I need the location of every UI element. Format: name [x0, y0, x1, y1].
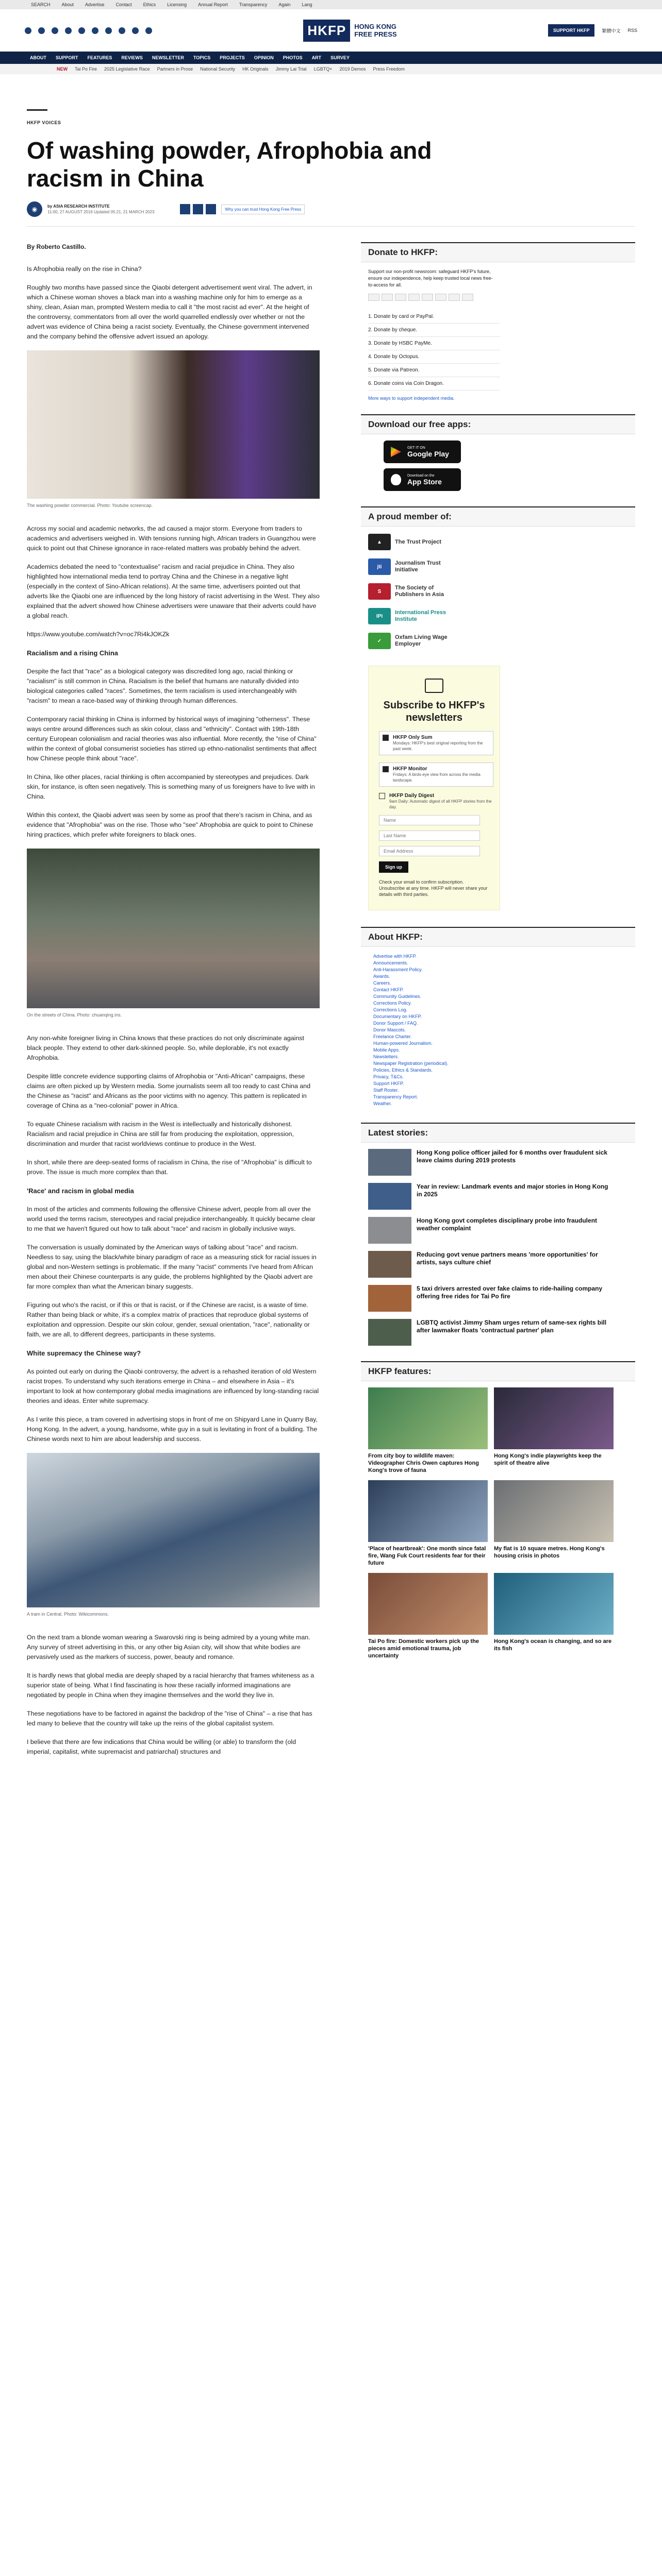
- donate-option[interactable]: 3. Donate by HSBC PayMe.: [368, 337, 500, 350]
- option-text: [393, 766, 490, 783]
- content-columns: [27, 242, 635, 1766]
- feature-title[interactable]: Hong Kong's ocean is changing, and so are its fish: [494, 1638, 612, 1652]
- image-caption: On the streets of China. Photo: chuanqing.ins.: [27, 1012, 122, 1018]
- option-title: HKFP Daily Digest: [389, 793, 435, 799]
- trending-link[interactable]: LGBTQ+: [313, 66, 333, 72]
- about-link[interactable]: Weather.: [373, 1101, 392, 1106]
- trending-link[interactable]: 2025 Legislative Race: [104, 66, 150, 72]
- member-logos: [361, 533, 635, 650]
- subheading: White supremacy the Chinese way?: [27, 1349, 141, 1357]
- google-play-button[interactable]: [384, 440, 461, 463]
- trending-bar: [0, 64, 662, 74]
- nav-projects[interactable]: PROJECTS: [220, 55, 245, 60]
- story-title[interactable]: Reducing govt venue partners means 'more opportunities' for artists, says culture chief: [417, 1251, 598, 1266]
- checkbox[interactable]: [383, 735, 389, 741]
- feature-image: [368, 1573, 488, 1635]
- newsletter-option[interactable]: [379, 793, 493, 810]
- option-desc: Mondays: HKFP's best original reporting from the past week.: [393, 741, 483, 751]
- top-again-link[interactable]: Again: [278, 2, 291, 7]
- jcb-icon: [462, 294, 473, 301]
- option-title: HKFP Only Sum: [393, 735, 433, 740]
- about-link[interactable]: Donor Mascots.: [373, 1027, 406, 1032]
- feature-image: [494, 1480, 614, 1542]
- about-link[interactable]: Policies, Ethics & Standards.: [373, 1067, 433, 1073]
- story-title[interactable]: Hong Kong govt completes disciplinary probe into fraudulent weather complaint: [417, 1217, 598, 1232]
- share-x-icon[interactable]: [193, 204, 203, 214]
- trust-link[interactable]: Why you can trust Hong Kong Free Press: [221, 205, 305, 214]
- feature-title[interactable]: Hong Kong's indie playwrights keep the spirit of theatre alive: [494, 1453, 602, 1466]
- top-licensing-link[interactable]: Licensing: [167, 2, 187, 7]
- feature-title[interactable]: My flat is 10 square metres. Hong Kong's housing crisis in photos: [494, 1546, 605, 1559]
- paragraph: On the next tram a blonde woman wearing a Swarovski ring is being admired by a young white man. Any survey of street advertising in this, or any other big Asian city, will show that white bodies are pervasively used as the markers of success, power, beauty and romance.: [27, 1634, 310, 1660]
- about-link[interactable]: Community Guidelines.: [373, 994, 422, 999]
- support-hkfp-button[interactable]: SUPPORT HKFP: [548, 24, 595, 37]
- member-name: International Press Institute: [395, 609, 446, 622]
- top-utility-bar: [0, 0, 662, 9]
- facebook-icon[interactable]: [25, 27, 31, 34]
- member-heading: A proud member of:: [361, 506, 635, 527]
- trending-link[interactable]: Press Freedom: [373, 66, 405, 72]
- about-link[interactable]: Careers.: [373, 980, 391, 986]
- image-caption: A tram in Central. Photo: Wikicommons.: [27, 1612, 109, 1617]
- feature-title[interactable]: 'Place of heartbreak': One month since fatal fire, Wang Fuk Court residents fear for their future: [368, 1546, 486, 1566]
- story-title[interactable]: LGBTQ activist Jimmy Sham urges return of same-sex rights bill after lawmaker floats 'contractual partner' plan: [417, 1319, 607, 1334]
- paragraph: Despite the fact that "race" as a biological category was discredited long ago, racial thinking or "racialism" is still common in China. Racialism is the belief that humans are naturally divided into biological categories called "races". Sometimes, the term racialism is used interchangeably with "racism" to mean a race-based way of thinking through human differences.: [27, 668, 299, 704]
- donate-option[interactable]: 2. Donate by cheque.: [368, 324, 500, 337]
- option-title: HKFP Monitor: [393, 766, 427, 772]
- top-annual-report-link[interactable]: Annual Report: [198, 2, 228, 7]
- feature-image: [494, 1573, 614, 1635]
- envelope-icon: [425, 679, 443, 693]
- about-link[interactable]: Mobile Apps.: [373, 1047, 400, 1053]
- story-title[interactable]: Hong Kong police officer jailed for 6 months over fraudulent sick leave claims during 2019 protests: [417, 1149, 608, 1164]
- about-link[interactable]: Documentary on HKFP.: [373, 1014, 422, 1019]
- about-link[interactable]: Newspaper Registration (periodical).: [373, 1061, 449, 1066]
- paragraph: Despite little concrete evidence supporting claims of Afrophobia or "Anti-African" campaigns, these claims are often picked up by Western media. Some journalists seem all too ready to cast China and the Chinese as "racist" and Africans as the poor victims with no agency. This pattern is replicated in coverage of China as a "neo-colonial" power in Africa.: [27, 1073, 311, 1109]
- mastercard-icon: [382, 294, 393, 301]
- about-link[interactable]: Advertise with HKFP.: [373, 954, 417, 959]
- social-links: [25, 27, 152, 34]
- feature-title[interactable]: From city boy to wildlife maven: Videographer Chris Owen captures Hong Kong's trove of fauna: [368, 1453, 479, 1473]
- app-store-button[interactable]: [384, 468, 461, 491]
- applepay-icon: [422, 294, 433, 301]
- email-field[interactable]: [379, 846, 480, 856]
- jti-logo: jti: [368, 558, 391, 575]
- share-email-icon[interactable]: [206, 204, 216, 214]
- top-advertise-link[interactable]: Advertise: [85, 2, 105, 7]
- member-ipi[interactable]: [368, 607, 635, 625]
- feature-item[interactable]: [368, 1387, 488, 1474]
- option-desc: 9am Daily: Automatic digest of all HKFP stories from the day.: [389, 799, 492, 809]
- byline-dates: 11:00, 27 AUGUST 2016 Updated 05:21, 21 MARCH 2023: [47, 210, 155, 214]
- last-name-field[interactable]: [379, 831, 480, 841]
- donate-text[interactable]: Support our non-profit newsroom: safeguard HKFP's future, ensure our independence, help keep trusted local news free-to-access for all.: [368, 269, 493, 287]
- paragraph: It is hardly news that global media are deeply shaped by a racial hierarchy that frames whiteness as a superior state of being. What I find fascinating is how these racially informed imaginations are negotiated by people in China when they imagine themselves and the world they live in.: [27, 1672, 315, 1699]
- feature-image: [368, 1480, 488, 1542]
- option-desc: Fridays: A birds-eye view from across the media landscape.: [393, 772, 481, 783]
- subheading: 'Race' and racism in global media: [27, 1187, 134, 1195]
- paragraph: To equate Chinese racialism with racism in the West is intellectually and historically dishonest. Racialism and racial prejudice in China are still far from producing the exploitation, oppression, discrimination and murder that racist worldviews continue to produce in the West.: [27, 1121, 294, 1147]
- site-logo[interactable]: [303, 20, 396, 42]
- instagram-icon[interactable]: [52, 27, 58, 34]
- sidebar: [361, 242, 635, 1766]
- apple-icon: [391, 474, 401, 485]
- street-photo: [27, 849, 320, 1008]
- bluesky-icon[interactable]: [145, 27, 152, 34]
- paragraph: In China, like other places, racial thinking is often accompanied by stereotypes and prejudices. Dark skin, for instance, is often seen negatively. This is something many of us foreigners have to live with in China.: [27, 773, 315, 800]
- donate-heading: Donate to HKFP:: [361, 242, 635, 262]
- share-buttons: [180, 204, 216, 214]
- about-link[interactable]: Privacy, T&Cs.: [373, 1074, 404, 1079]
- story-thumb: [368, 1183, 411, 1210]
- feature-item[interactable]: [368, 1573, 488, 1659]
- header-actions: [548, 24, 637, 37]
- feature-title[interactable]: Tai Po fire: Domestic workers pick up the pieces amid emotional trauma, job uncertainty: [368, 1638, 479, 1659]
- logo-wordmark: [354, 23, 396, 38]
- trust-project-logo: ▲: [368, 534, 391, 550]
- article-body: [27, 242, 320, 1766]
- paragraph: As I write this piece, a tram covered in advertising stops in front of me on Shipyard Lane in Quarry Bay, Hong Kong. In the advert, a young, handsome, white guy in a suit is levitating in front of a building. The Chinese words next to him are about leadership and success.: [27, 1416, 318, 1443]
- new-badge: NEW: [57, 66, 68, 72]
- story-item[interactable]: [368, 1285, 610, 1312]
- more-ways-link[interactable]: More ways to support independent media.: [368, 396, 455, 401]
- rss-link[interactable]: RSS: [627, 28, 637, 33]
- story-thumb: [368, 1251, 411, 1278]
- trending-link[interactable]: Jimmy Lai Trial: [275, 66, 307, 72]
- option-text: [389, 793, 493, 810]
- name-field[interactable]: [379, 815, 480, 825]
- story-thumb: [368, 1285, 411, 1312]
- paragraph: As pointed out early on during the Qiaobi controversy, the advert is a rehashed iteration of old Western racist tropes. To understand why such iterations emerge in China – and elsewhere in Asia – it's important to look at how contemporary global media imaginations are influenced by long-standing racial theories and ideas. Enter white supremacy.: [27, 1368, 319, 1404]
- feature-image: [494, 1387, 614, 1449]
- story-item[interactable]: [368, 1217, 610, 1244]
- about-list: [361, 953, 635, 1107]
- top-search-link[interactable]: SEARCH: [31, 2, 51, 7]
- unionpay-icon: [449, 294, 460, 301]
- linkedin-icon[interactable]: [119, 27, 125, 34]
- newsletter-note: Check your email to confirm subscription. Unsubscribe at any time. HKFP will never share your details with third parties.: [379, 879, 488, 897]
- share-facebook-icon[interactable]: [180, 204, 190, 214]
- whatsapp-icon[interactable]: [105, 27, 112, 34]
- story-thumb: [368, 1319, 411, 1346]
- paragraph: Is Afrophobia really on the rise in China?: [27, 265, 142, 273]
- site-header: [0, 9, 662, 52]
- checkbox[interactable]: [379, 793, 385, 799]
- paragraph: Roughly two months have passed since the Qiaobi detergent advertisement went viral. The advert, in which a Chinese woman shoves a black man into a washing machine only for him to emerge as a shiny, clean, Asian man, prompted Western media to call it "the most racist ad ever". At the height of the controversy, commentators from all over the world quarrelled endlessly over whether or not the advert was evidence of China being a racist society. Eventually, the Chinese government intervened and the company behind the offensive advert issued an apology.: [27, 284, 312, 340]
- google-play-icon: [391, 447, 401, 457]
- newsletter-option[interactable]: [379, 731, 493, 755]
- story-thumb: [368, 1149, 411, 1176]
- member-name: Oxfam Living Wage Employer: [395, 634, 448, 647]
- story-item[interactable]: [368, 1251, 610, 1278]
- top-about-link[interactable]: About: [61, 2, 74, 7]
- member-trust-project[interactable]: [368, 533, 635, 551]
- features-heading: HKFP features:: [361, 1361, 635, 1381]
- nav-topics[interactable]: TOPICS: [193, 55, 211, 60]
- story-item[interactable]: [368, 1183, 610, 1210]
- paragraph: The conversation is usually dominated by the American ways of talking about "race" and racism. Needless to say, using the black/white binary paradigm of race as a measuring stick for racial issues in global and non-Western settings is problematic. If the many "racist" comments I've heard from African men about their Chinese counterparts is any guide, the problems highlighted by the Qiaobi advert are far more complex than what the American binary suggests.: [27, 1244, 317, 1290]
- amex-icon: [395, 294, 406, 301]
- store-name: App Store: [407, 477, 442, 486]
- googlepay-icon: [435, 294, 446, 301]
- latest-heading: Latest stories:: [361, 1123, 635, 1143]
- logo-line-1: HONG KONG: [354, 23, 396, 30]
- nav-features[interactable]: FEATURES: [87, 55, 112, 60]
- tram-photo: [27, 1453, 320, 1607]
- paypal-icon: [408, 294, 420, 301]
- latest-stories: [361, 1149, 635, 1346]
- paragraph: Figuring out who's the racist, or if this or that is racist, or if the Chinese are racist, is a waste of time. Rather than being black or white, it's a complex matrix of practices that reproduce global systems of exploitation and oppression. Despite our skin colour, gender, sexual orientation, "race", nationality or faith, we are all, to different degrees, participants in these systems.: [27, 1301, 310, 1338]
- section-label[interactable]: HKFP VOICES: [27, 120, 61, 125]
- donate-option[interactable]: 1. Donate by card or PayPal.: [368, 310, 500, 324]
- story-title[interactable]: Year in review: Landmark events and major stories in Hong Kong in 2025: [417, 1183, 608, 1198]
- about-link[interactable]: Freelance Charter.: [373, 1034, 412, 1039]
- visa-icon: [368, 294, 379, 301]
- trending-link[interactable]: Tai Po Fire: [75, 66, 97, 72]
- story-title[interactable]: 5 taxi drivers arrested over fake claims to ride-hailing company offering free rides for Tai Po fire: [417, 1285, 603, 1300]
- feature-item[interactable]: [368, 1480, 488, 1567]
- nav-art[interactable]: ART: [311, 55, 322, 60]
- telegram-icon[interactable]: [92, 27, 98, 34]
- story-thumb: [368, 1217, 411, 1244]
- ipi-logo: IPI: [368, 608, 391, 624]
- byline: [27, 201, 635, 217]
- kicker-rule: [27, 109, 47, 111]
- store-top-text: Download on the: [407, 473, 435, 478]
- nav-about[interactable]: ABOUT: [30, 55, 46, 60]
- logo-line-2: FREE PRESS: [354, 30, 397, 38]
- chinese-language-link[interactable]: 繁體中文: [602, 28, 621, 33]
- feature-image: [368, 1387, 488, 1449]
- article-title: Of washing powder, Afrophobia and racism in China: [27, 137, 432, 192]
- author-avatar: ◉: [27, 201, 42, 217]
- about-link[interactable]: Corrections Log.: [373, 1007, 408, 1012]
- youtube-icon[interactable]: [65, 27, 72, 34]
- features-grid: [361, 1387, 635, 1659]
- checkbox[interactable]: [383, 766, 389, 772]
- about-link[interactable]: Contact HKFP.: [373, 987, 404, 992]
- newsletter-title: Subscribe to HKFP's newsletters: [383, 700, 485, 723]
- trending-link[interactable]: 2019 Demos: [339, 66, 366, 72]
- donate-option[interactable]: 5. Donate via Patreon.: [368, 364, 500, 377]
- feature-item[interactable]: [494, 1573, 614, 1659]
- about-link[interactable]: Staff Roster.: [373, 1088, 399, 1093]
- nav-support[interactable]: SUPPORT: [56, 55, 78, 60]
- main-nav: [0, 52, 662, 64]
- member-sopa[interactable]: [368, 582, 635, 601]
- subheading: Racialism and a rising China: [27, 649, 118, 657]
- story-item[interactable]: [368, 1149, 610, 1176]
- page-container: [27, 109, 635, 1766]
- story-item[interactable]: [368, 1319, 610, 1346]
- paragraph: Academics debated the need to "contextualise" racism and racial prejudice in China. They also highlighted how international media tend to portray China and the Chinese in a negative light (especially in the context of Sino-African relations). At the same time, advertisers pointed out that adverts like the Qiaobi one are influenced by the long history of racist advertising in the West. They also explained that the advert showed how Chinese advertisers were unaware that their adverts could have a global reach.: [27, 563, 320, 619]
- top-contact-link[interactable]: Contact: [115, 2, 132, 7]
- store-top-text: GET IT ON: [407, 446, 425, 450]
- about-link[interactable]: Newsletters.: [373, 1054, 399, 1059]
- payment-icons: [361, 294, 635, 301]
- nav-newsletter[interactable]: NEWSLETTER: [152, 55, 184, 60]
- member-name: Journalism Trust Initiative: [395, 560, 441, 573]
- trending-link[interactable]: HK Originals: [242, 66, 269, 72]
- signup-button[interactable]: Sign up: [379, 861, 408, 873]
- member-name: The Trust Project: [395, 538, 441, 545]
- oxfam-logo: ✓: [368, 633, 391, 649]
- byline-author[interactable]: by ASIA RESEARCH INSTITUTE: [47, 204, 110, 209]
- paragraph: Within this context, the Qiaobi advert was seen by some as proof that there's racism in China, and as evidence that "Afrophobia" was on the rise. Those who "see" Afrophobia are quick to point to Chinese hiring practices, which prefer white foreigners to black ones.: [27, 811, 313, 838]
- top-transparency-link[interactable]: Transparency: [239, 2, 268, 7]
- option-text: [393, 735, 490, 752]
- paragraph: Contemporary racial thinking in China is informed by historical ways of imagining "otherness". These ways centre around differences such as skin colour, class and "ethnicity". Contact with 19th-18th century European colonialism and racial theories was also influential. More recently, the "rise of China" within the context of global consumerist societies has stirred up ethno-nationalist sentiments that affect how Chinese people think about "race".: [27, 716, 317, 762]
- logo-mark: HKFP: [303, 20, 350, 42]
- feature-item[interactable]: [494, 1480, 614, 1567]
- divider: [27, 226, 635, 227]
- trending-link[interactable]: Partners in Prose: [157, 66, 193, 72]
- paragraph: I believe that there are few indications that China would be willing (or able) to transform the (old imperial, capitalist, white supremacist and patriarchal) structures and: [27, 1738, 296, 1755]
- about-link[interactable]: Announcements.: [373, 960, 408, 965]
- x-icon[interactable]: [38, 27, 45, 34]
- threads-icon[interactable]: [78, 27, 85, 34]
- about-heading: About HKFP:: [361, 927, 635, 947]
- member-name: The Society of Publishers in Asia: [395, 585, 444, 598]
- youtube-link[interactable]: https://www.youtube.com/watch?v=oc7Ri4kJOKZk: [27, 631, 170, 638]
- about-link[interactable]: Support HKFP.: [373, 1081, 404, 1086]
- byline-text: [47, 204, 154, 214]
- about-link[interactable]: Awards.: [373, 974, 390, 979]
- nav-photos[interactable]: PHOTOS: [283, 55, 303, 60]
- image-caption: The washing powder commercial. Photo: Youtube screencap.: [27, 503, 153, 508]
- top-lang-link[interactable]: Lang: [302, 2, 312, 7]
- donate-option[interactable]: 4. Donate by Octopus.: [368, 350, 500, 364]
- paragraph: Any non-white foreigner living in China knows that these practices do not only discriminate against black people. They extend to other dark-skinned people. So, while deplorable, it's not exactly Afrophobia.: [27, 1035, 304, 1061]
- nav-survey[interactable]: SURVEY: [330, 55, 350, 60]
- sopa-logo: S: [368, 583, 391, 600]
- paragraph: In short, while there are deep-seated forms of racialism in China, the rise of "Afrophobia" is difficult to prove. The issue is much more complex than that.: [27, 1159, 312, 1176]
- feature-item[interactable]: [494, 1387, 614, 1474]
- about-link[interactable]: Human-powered Journalism.: [373, 1041, 433, 1046]
- member-oxfam[interactable]: [368, 632, 635, 650]
- newsletter-option[interactable]: [379, 762, 493, 787]
- store-name: Google Play: [407, 449, 449, 458]
- about-link[interactable]: Anti-Harassment Policy.: [373, 967, 423, 972]
- about-link[interactable]: Donor Support / FAQ.: [373, 1021, 418, 1026]
- paragraph: Across my social and academic networks, the ad caused a major storm. Everyone from traders to academics and advertisers weighed in. With tensions running high, African traders in Guangzhou were quick to point out that Chinese ignorance in race-related matters was probably behind the advert.: [27, 525, 316, 552]
- trending-link[interactable]: National Security: [200, 66, 236, 72]
- apps-heading: Download our free apps:: [361, 414, 635, 434]
- top-ethics-link[interactable]: Ethics: [143, 2, 156, 7]
- donate-list: [361, 310, 500, 391]
- about-link[interactable]: Transparency Report.: [373, 1094, 418, 1099]
- paragraph: In most of the articles and comments following the offensive Chinese advert, people from all over the world used the terms racism, stereotypes and racial prejudice interchangeably. It quickly became clear to me that we haven't figured out how to talk about "race" and racism in globally inclusive ways.: [27, 1206, 316, 1232]
- nav-opinion[interactable]: OPINION: [254, 55, 274, 60]
- paragraph: These negotiations have to be factored in against the backdrop of the "rise of China" – a rise that has led many to believe that the country will take up the reins of the global capitalist system.: [27, 1710, 312, 1727]
- nav-reviews[interactable]: REVIEWS: [121, 55, 143, 60]
- member-jti[interactable]: [368, 557, 635, 576]
- mastodon-icon[interactable]: [132, 27, 139, 34]
- newsletter-box: [368, 666, 500, 910]
- article-author: By Roberto Castillo.: [27, 243, 86, 250]
- donate-option[interactable]: 6. Donate coins via Coin Dragon.: [368, 377, 500, 391]
- washing-powder-ad-image: [27, 350, 320, 499]
- about-link[interactable]: Corrections Policy.: [373, 1001, 412, 1006]
